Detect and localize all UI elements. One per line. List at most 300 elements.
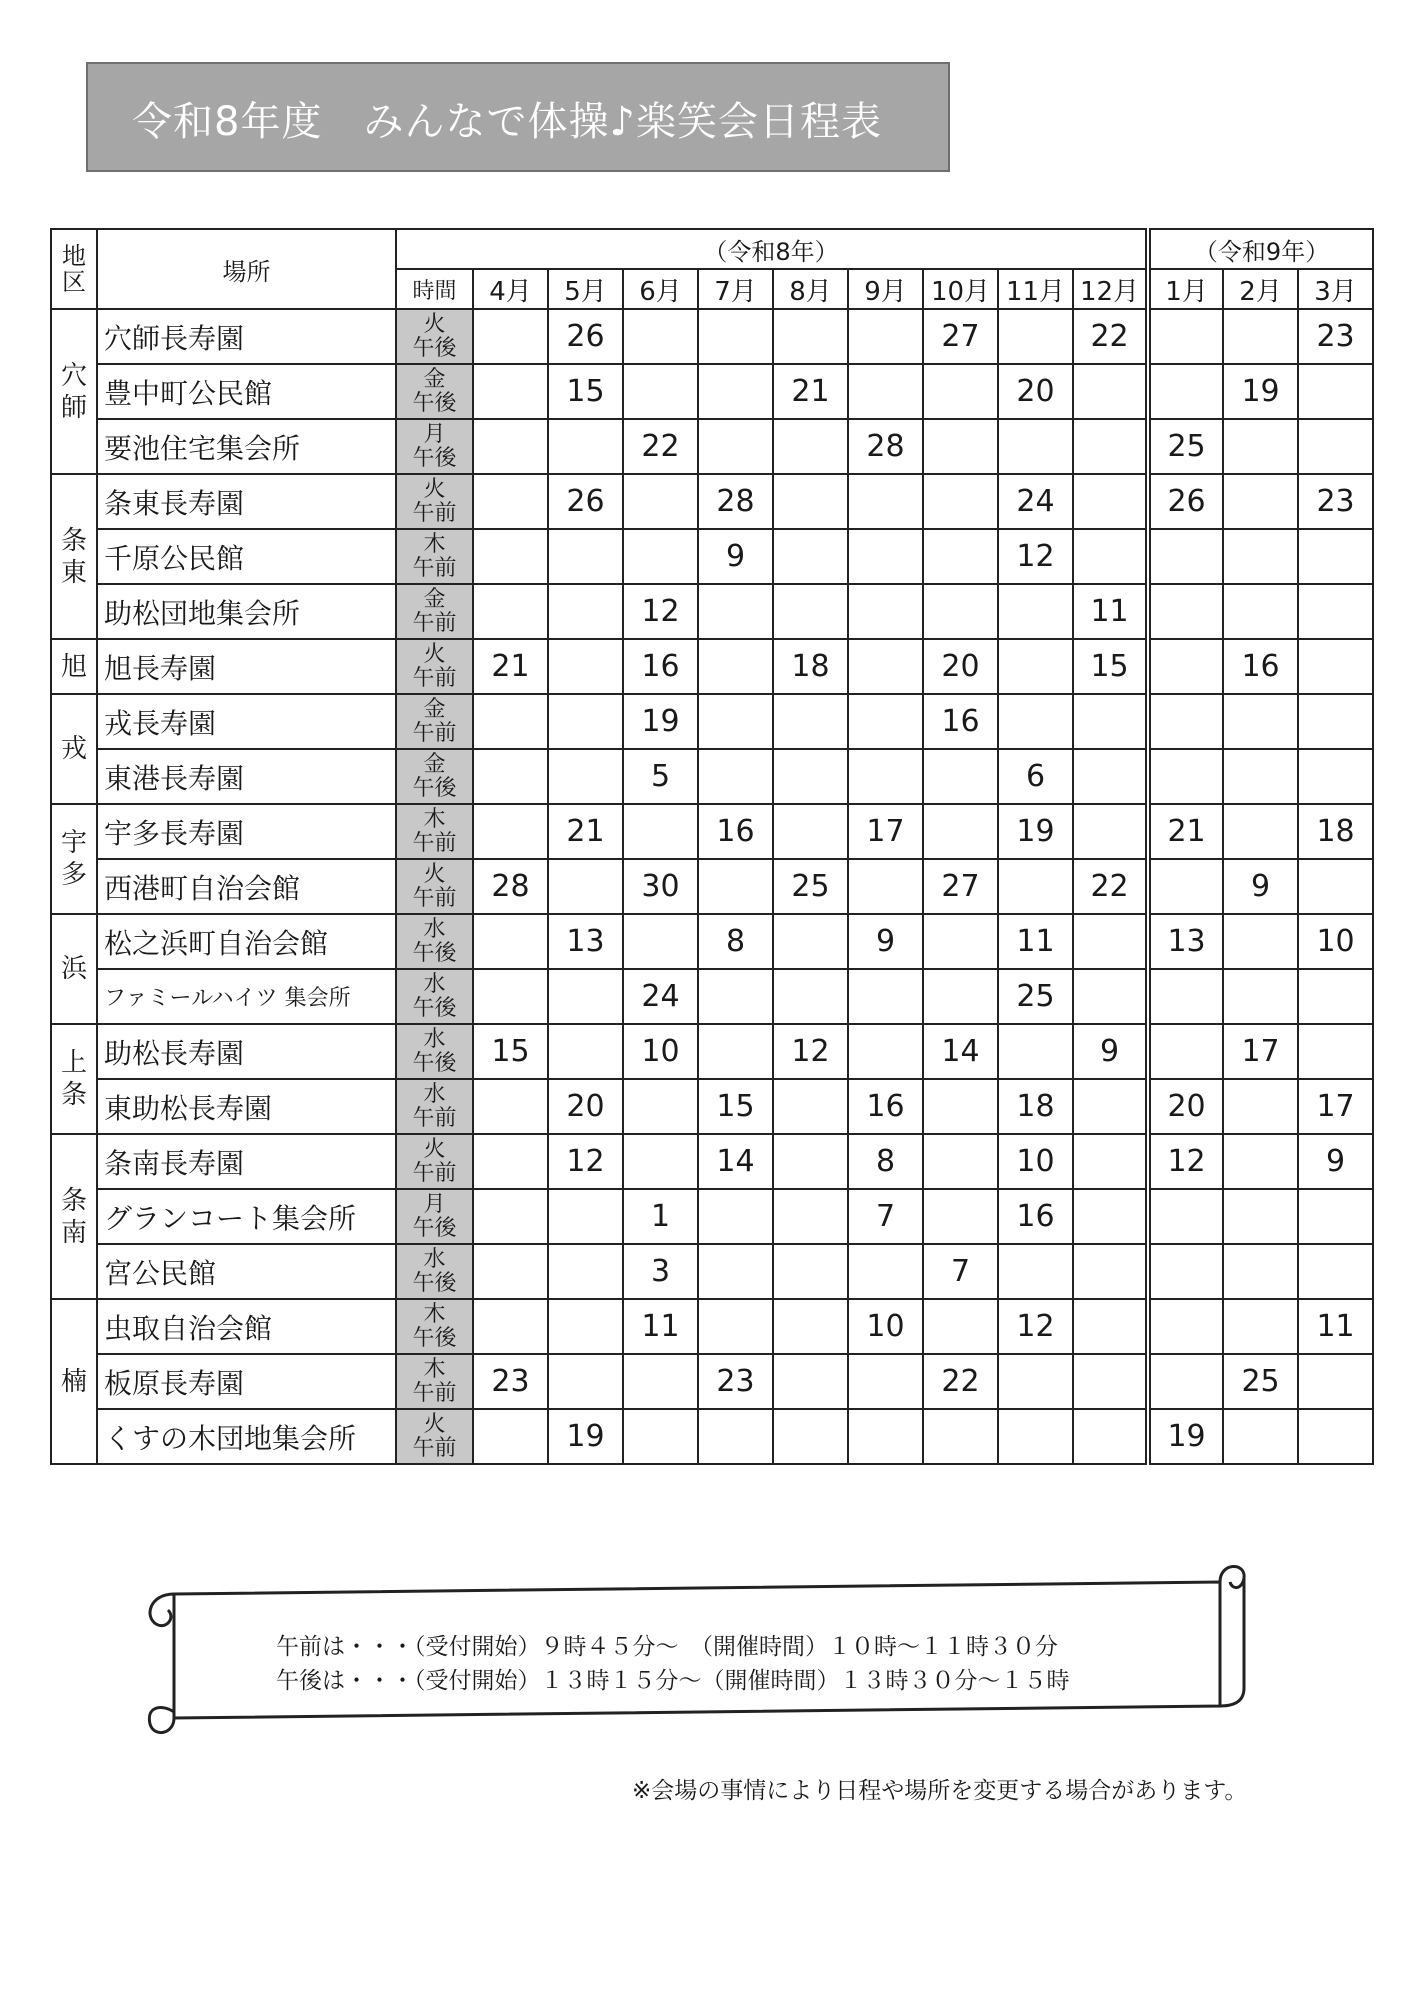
place-cell: 虫取自治会館 — [97, 1299, 396, 1354]
date-cell — [848, 749, 923, 804]
date-cell: 14 — [698, 1134, 773, 1189]
date-cell — [698, 364, 773, 419]
place-cell: 西港町自治会館 — [97, 859, 396, 914]
date-cell: 5 — [623, 749, 698, 804]
date-cell — [548, 419, 623, 474]
date-cell: 3 — [623, 1244, 698, 1299]
time-cell — [396, 309, 473, 364]
table-row — [51, 309, 1373, 364]
date-cell — [773, 1409, 848, 1464]
date-cell — [1298, 749, 1373, 804]
date-cell — [698, 859, 773, 914]
date-cell — [773, 1244, 848, 1299]
info-line-pm: 午後は・・・（受付開始）１３時１５分～（開催時間）１３時３０分～１５時 — [276, 1668, 1070, 1694]
date-cell — [1223, 1134, 1298, 1189]
time-cell — [396, 584, 473, 639]
date-cell — [923, 1409, 998, 1464]
date-cell: 17 — [1298, 1079, 1373, 1134]
district-cell — [51, 639, 97, 694]
period-label: 午後 — [412, 335, 457, 361]
date-cell — [473, 309, 548, 364]
period-label: 午前 — [412, 720, 457, 746]
date-cell — [998, 1354, 1073, 1409]
district-label: 穴師 — [60, 360, 87, 423]
date-cell — [923, 1299, 998, 1354]
date-cell — [1148, 969, 1223, 1024]
weekday-label: 火 — [423, 641, 446, 667]
weekday-label: 水 — [423, 1081, 446, 1107]
time-cell — [396, 969, 473, 1024]
weekday-label: 水 — [423, 916, 446, 942]
time-cell — [396, 804, 473, 859]
date-cell — [1223, 914, 1298, 969]
date-cell — [698, 639, 773, 694]
date-cell — [548, 694, 623, 749]
date-cell — [1073, 1409, 1148, 1464]
date-cell — [773, 1189, 848, 1244]
period-label: 午後 — [412, 940, 457, 966]
date-cell — [473, 804, 548, 859]
date-cell — [998, 859, 1073, 914]
district-cell — [51, 804, 97, 914]
period-label: 午前 — [412, 1380, 457, 1406]
time-cell — [396, 1134, 473, 1189]
date-cell — [698, 749, 773, 804]
date-cell — [473, 1134, 548, 1189]
weekday-label: 木 — [423, 1301, 446, 1327]
district-cell — [51, 474, 97, 639]
weekday-label: 火 — [423, 476, 446, 502]
date-cell — [1223, 1299, 1298, 1354]
place-cell: 穴師長寿園 — [97, 309, 396, 364]
date-cell: 12 — [548, 1134, 623, 1189]
date-cell — [923, 474, 998, 529]
month-header: 11月 — [998, 269, 1073, 309]
date-cell: 11 — [623, 1299, 698, 1354]
date-cell — [548, 1189, 623, 1244]
table-row — [51, 749, 1373, 804]
date-cell — [773, 584, 848, 639]
date-cell — [1223, 474, 1298, 529]
date-cell — [773, 419, 848, 474]
time-cell — [396, 1354, 473, 1409]
table-row — [51, 804, 1373, 859]
date-cell — [923, 969, 998, 1024]
date-cell: 17 — [1223, 1024, 1298, 1079]
weekday-label: 木 — [423, 1356, 446, 1382]
date-cell: 25 — [1148, 419, 1223, 474]
table-row — [51, 1244, 1373, 1299]
weekday-label: 火 — [423, 1411, 446, 1437]
date-cell — [473, 969, 548, 1024]
date-cell — [773, 1134, 848, 1189]
date-cell — [1148, 749, 1223, 804]
district-label: 条南 — [60, 1185, 87, 1248]
place-cell: 助松団地集会所 — [97, 584, 396, 639]
place-cell: 宇多長寿園 — [97, 804, 396, 859]
table-row — [51, 364, 1373, 419]
date-cell — [1223, 584, 1298, 639]
date-cell — [623, 804, 698, 859]
date-cell: 13 — [548, 914, 623, 969]
date-cell — [548, 1354, 623, 1409]
date-cell — [1073, 419, 1148, 474]
date-cell: 7 — [848, 1189, 923, 1244]
district-header: 地区 — [51, 229, 97, 309]
date-cell — [1148, 584, 1223, 639]
month-header: 8月 — [773, 269, 848, 309]
date-cell — [698, 309, 773, 364]
date-cell — [548, 584, 623, 639]
date-cell: 19 — [998, 804, 1073, 859]
date-cell — [1223, 1244, 1298, 1299]
district-label: 旭 — [60, 651, 87, 682]
place-cell: 豊中町公民館 — [97, 364, 396, 419]
place-cell: くすの木団地集会所 — [97, 1409, 396, 1464]
date-cell — [548, 529, 623, 584]
date-cell — [848, 1354, 923, 1409]
date-cell: 12 — [998, 1299, 1073, 1354]
date-cell: 20 — [998, 364, 1073, 419]
weekday-label: 火 — [423, 861, 446, 887]
date-cell — [473, 474, 548, 529]
date-cell: 19 — [623, 694, 698, 749]
weekday-label: 水 — [423, 1246, 446, 1272]
date-cell: 21 — [548, 804, 623, 859]
time-cell — [396, 914, 473, 969]
title-banner — [86, 62, 950, 172]
district-label: 楠 — [60, 1366, 87, 1397]
period-label: 午前 — [412, 610, 457, 636]
date-cell — [548, 639, 623, 694]
place-cell: 条東長寿園 — [97, 474, 396, 529]
date-cell — [1073, 1134, 1148, 1189]
date-cell: 9 — [698, 529, 773, 584]
date-cell — [998, 309, 1073, 364]
date-cell: 10 — [848, 1299, 923, 1354]
date-cell: 12 — [623, 584, 698, 639]
place-cell: 条南長寿園 — [97, 1134, 396, 1189]
date-cell — [623, 309, 698, 364]
date-cell — [1073, 364, 1148, 419]
date-cell — [773, 1354, 848, 1409]
date-cell — [848, 1409, 923, 1464]
time-cell — [396, 859, 473, 914]
date-cell — [473, 529, 548, 584]
date-cell: 15 — [548, 364, 623, 419]
period-label: 午後 — [412, 1325, 457, 1351]
date-cell: 16 — [848, 1079, 923, 1134]
date-cell — [1073, 1244, 1148, 1299]
date-cell: 19 — [548, 1409, 623, 1464]
weekday-label: 水 — [423, 971, 446, 997]
period-label: 午後 — [412, 995, 457, 1021]
district-cell — [51, 309, 97, 474]
table-row — [51, 694, 1373, 749]
period-label: 午後 — [412, 775, 457, 801]
place-cell: 要池住宅集会所 — [97, 419, 396, 474]
date-cell — [1148, 529, 1223, 584]
date-cell — [923, 419, 998, 474]
date-cell — [773, 1079, 848, 1134]
place-cell: 戎長寿園 — [97, 694, 396, 749]
date-cell — [1223, 529, 1298, 584]
date-cell — [1298, 639, 1373, 694]
date-cell — [998, 1244, 1073, 1299]
date-cell — [1148, 859, 1223, 914]
date-cell: 11 — [1298, 1299, 1373, 1354]
place-cell: 東港長寿園 — [97, 749, 396, 804]
date-cell — [623, 1134, 698, 1189]
date-cell — [998, 1409, 1073, 1464]
date-cell — [848, 639, 923, 694]
date-cell — [1298, 584, 1373, 639]
place-cell: 千原公民館 — [97, 529, 396, 584]
date-cell: 22 — [1073, 309, 1148, 364]
date-cell — [1073, 1189, 1148, 1244]
district-label: 上条 — [60, 1048, 87, 1110]
place-cell: ファミールハイツ 集会所 — [97, 969, 396, 1024]
date-cell: 12 — [1148, 1134, 1223, 1189]
district-cell — [51, 914, 97, 1024]
district-cell — [51, 694, 97, 804]
date-cell: 16 — [998, 1189, 1073, 1244]
time-cell — [396, 639, 473, 694]
date-cell — [548, 969, 623, 1024]
date-cell: 19 — [1223, 364, 1298, 419]
table-row — [51, 1409, 1373, 1464]
month-header: 4月 — [473, 269, 548, 309]
date-cell: 9 — [1223, 859, 1298, 914]
date-cell — [923, 1134, 998, 1189]
date-cell — [473, 1299, 548, 1354]
date-cell: 26 — [548, 474, 623, 529]
page-title: 令和8年度 みんなで体操♪楽笑会日程表 — [132, 99, 882, 145]
date-cell — [1073, 969, 1148, 1024]
date-cell — [473, 914, 548, 969]
weekday-label: 金 — [423, 586, 446, 612]
district-cell — [51, 1299, 97, 1464]
date-cell — [623, 474, 698, 529]
weekday-label: 火 — [423, 311, 446, 337]
date-cell — [623, 1409, 698, 1464]
date-cell — [548, 1244, 623, 1299]
date-cell — [773, 309, 848, 364]
date-cell — [1073, 749, 1148, 804]
date-cell — [923, 914, 998, 969]
date-cell: 20 — [548, 1079, 623, 1134]
date-cell: 12 — [773, 1024, 848, 1079]
month-header: 7月 — [698, 269, 773, 309]
date-cell — [1223, 419, 1298, 474]
table-row — [51, 474, 1373, 529]
date-cell: 10 — [1298, 914, 1373, 969]
date-cell — [848, 859, 923, 914]
weekday-label: 金 — [423, 366, 446, 392]
date-cell — [848, 969, 923, 1024]
time-cell — [396, 1024, 473, 1079]
date-cell — [773, 529, 848, 584]
date-cell — [1148, 1244, 1223, 1299]
date-cell: 23 — [698, 1354, 773, 1409]
district-label: 条東 — [60, 525, 87, 588]
date-cell — [998, 584, 1073, 639]
date-cell — [848, 1244, 923, 1299]
date-cell: 6 — [998, 749, 1073, 804]
date-cell — [848, 474, 923, 529]
date-cell — [1073, 804, 1148, 859]
date-cell — [1298, 1244, 1373, 1299]
table-row — [51, 969, 1373, 1024]
date-cell: 16 — [923, 694, 998, 749]
date-cell: 16 — [698, 804, 773, 859]
date-cell — [773, 969, 848, 1024]
date-cell — [1223, 1409, 1298, 1464]
table-row — [51, 1024, 1373, 1079]
district-cell — [51, 1024, 97, 1134]
date-cell — [773, 914, 848, 969]
date-cell: 25 — [773, 859, 848, 914]
date-cell — [1298, 364, 1373, 419]
date-cell — [773, 804, 848, 859]
time-cell — [396, 1409, 473, 1464]
date-cell: 11 — [1073, 584, 1148, 639]
place-cell: 東助松長寿園 — [97, 1079, 396, 1134]
schedule-table — [50, 228, 1374, 1465]
date-cell — [473, 584, 548, 639]
date-cell — [623, 529, 698, 584]
date-cell: 18 — [773, 639, 848, 694]
date-cell: 12 — [998, 529, 1073, 584]
date-cell: 28 — [473, 859, 548, 914]
date-cell — [473, 694, 548, 749]
district-label: 浜 — [60, 954, 87, 984]
date-cell — [1223, 1189, 1298, 1244]
date-cell — [698, 584, 773, 639]
date-cell: 11 — [998, 914, 1073, 969]
month-header: 9月 — [848, 269, 923, 309]
period-label: 午前 — [412, 500, 457, 526]
date-cell — [1148, 1299, 1223, 1354]
table-row — [51, 584, 1373, 639]
date-cell: 1 — [623, 1189, 698, 1244]
date-cell — [473, 1189, 548, 1244]
date-cell: 7 — [923, 1244, 998, 1299]
weekday-label: 火 — [423, 1136, 446, 1162]
date-cell: 22 — [623, 419, 698, 474]
date-cell — [1298, 859, 1373, 914]
date-cell: 19 — [1148, 1409, 1223, 1464]
month-header: 3月 — [1298, 269, 1373, 309]
date-cell — [473, 419, 548, 474]
date-cell — [1148, 364, 1223, 419]
weekday-label: 月 — [423, 421, 446, 447]
weekday-label: 木 — [423, 806, 446, 832]
date-cell — [1073, 1299, 1148, 1354]
date-cell: 20 — [1148, 1079, 1223, 1134]
date-cell — [473, 749, 548, 804]
date-cell — [923, 584, 998, 639]
period-label: 午前 — [412, 1105, 457, 1131]
date-cell — [698, 1189, 773, 1244]
place-cell: 助松長寿園 — [97, 1024, 396, 1079]
date-cell: 14 — [923, 1024, 998, 1079]
date-cell — [548, 1299, 623, 1354]
table-row — [51, 1134, 1373, 1189]
period-label: 午前 — [412, 1435, 457, 1461]
date-cell: 18 — [1298, 804, 1373, 859]
date-cell — [1298, 1409, 1373, 1464]
place-cell: グランコート集会所 — [97, 1189, 396, 1244]
period-label: 午後 — [412, 1215, 457, 1241]
date-cell — [848, 364, 923, 419]
time-cell — [396, 749, 473, 804]
schedule-body — [51, 309, 1373, 1464]
date-cell: 8 — [848, 1134, 923, 1189]
date-cell: 17 — [848, 804, 923, 859]
weekday-label: 月 — [423, 1191, 446, 1217]
date-cell — [998, 639, 1073, 694]
date-cell — [623, 1079, 698, 1134]
date-cell — [848, 529, 923, 584]
date-cell — [1073, 1079, 1148, 1134]
period-label: 午前 — [412, 1160, 457, 1186]
change-note: ※会場の事情により日程や場所を変更する場合があります。 — [632, 1778, 1248, 1804]
date-cell — [1223, 1079, 1298, 1134]
date-cell — [1073, 694, 1148, 749]
date-cell: 22 — [923, 1354, 998, 1409]
date-cell — [1223, 694, 1298, 749]
date-cell: 18 — [998, 1079, 1073, 1134]
date-cell — [1073, 474, 1148, 529]
year-header-r8: （令和8年） — [396, 229, 1148, 269]
date-cell — [923, 364, 998, 419]
period-label: 午前 — [412, 555, 457, 581]
date-cell — [1148, 309, 1223, 364]
date-cell — [1298, 694, 1373, 749]
table-row — [51, 639, 1373, 694]
date-cell: 9 — [848, 914, 923, 969]
date-cell — [1148, 694, 1223, 749]
period-label: 午後 — [412, 1270, 457, 1296]
date-cell: 16 — [1223, 639, 1298, 694]
table-row — [51, 1354, 1373, 1409]
date-cell — [773, 694, 848, 749]
month-header: 5月 — [548, 269, 623, 309]
table-row — [51, 529, 1373, 584]
period-label: 午後 — [412, 445, 457, 471]
table-row — [51, 914, 1373, 969]
place-cell: 板原長寿園 — [97, 1354, 396, 1409]
table-row — [51, 1299, 1373, 1354]
period-label: 午前 — [412, 830, 457, 856]
date-cell: 23 — [1298, 474, 1373, 529]
date-cell — [1298, 419, 1373, 474]
date-cell: 28 — [698, 474, 773, 529]
date-cell — [923, 1189, 998, 1244]
date-cell — [1298, 969, 1373, 1024]
period-label: 午前 — [412, 665, 457, 691]
date-cell — [623, 1354, 698, 1409]
date-cell: 15 — [1073, 639, 1148, 694]
date-cell — [923, 804, 998, 859]
date-cell — [998, 1024, 1073, 1079]
time-info — [276, 1630, 1070, 1698]
place-header: 場所 — [97, 229, 396, 309]
date-cell — [1148, 1354, 1223, 1409]
date-cell — [1148, 1189, 1223, 1244]
date-cell — [923, 749, 998, 804]
